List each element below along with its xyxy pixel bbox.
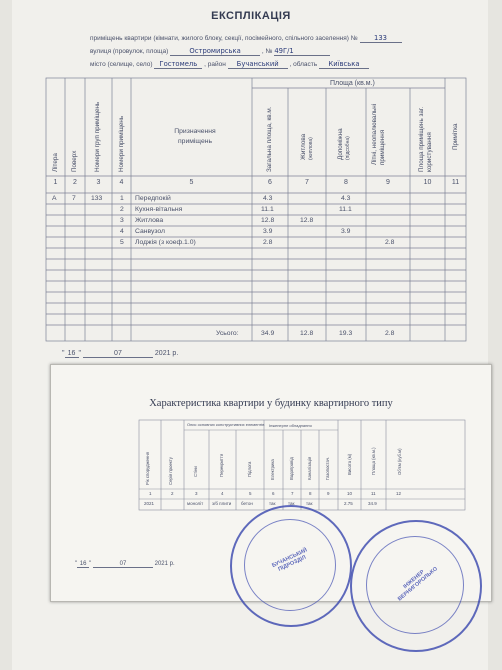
card-col-header: Висота (м): [347, 453, 352, 475]
card-col-number: 10: [347, 491, 353, 496]
card-col-number: 12: [396, 491, 402, 496]
cell-living: 12.8: [300, 217, 314, 224]
cell-total: 2.8: [263, 239, 273, 246]
col-number: 11: [451, 179, 460, 186]
document-title: ЕКСПЛІКАЦІЯ: [211, 10, 291, 22]
date-month: 07: [83, 350, 153, 358]
city-label: місто (селище, село): [90, 61, 153, 68]
card-col-header: Серія проекту: [168, 457, 173, 485]
card-date-year: 2021 р.: [154, 561, 175, 567]
cell-total: 12.8: [261, 217, 275, 224]
card-date-day: 16: [77, 561, 89, 568]
col-number: 5: [189, 179, 194, 186]
col-number: 2: [73, 179, 77, 186]
card-col-number: 4: [221, 491, 224, 496]
stamp-2-text: ІНЖЕНЕР ВЕРНИГОРОЛЬКО: [396, 566, 439, 603]
card-col-header: Підлога: [247, 461, 252, 477]
card-col-header: Площа (кв.м.): [371, 447, 376, 475]
card-cell: так: [306, 501, 313, 506]
card-group-header-construction: Опис основних конструктивних елементів: [187, 422, 265, 427]
district-label: , район: [204, 61, 226, 68]
cell-total: 3.9: [263, 228, 273, 235]
cell-room-name: Лоджія (з коеф.1.0): [135, 239, 196, 246]
card-col-number: 1: [149, 491, 152, 496]
total-summer: 2.8: [385, 330, 395, 337]
col-header-aux: Допоміжна: [337, 128, 344, 160]
card-col-header: Каналізація: [307, 456, 312, 480]
street-value: Остромирська: [170, 47, 260, 56]
card-cell: 2021: [144, 501, 155, 506]
card-col-header: Газопостач.: [325, 456, 330, 480]
date-line-1: " 16 " 07 2021 р.: [62, 350, 179, 357]
cell-litera: А: [52, 195, 57, 202]
total-area: 34.9: [261, 330, 275, 337]
card-title: Характеристика квартири у будинку квартирного типу: [149, 398, 393, 409]
card-cell: моноліт: [187, 501, 204, 506]
col-number: 8: [344, 179, 348, 186]
area-group-header: Площа (кв.м.): [330, 80, 375, 87]
col-number: 3: [96, 179, 101, 186]
region-label: , область: [289, 61, 318, 68]
card-date-line: " 16 " 07 2021 р.: [75, 561, 175, 567]
col-number: 7: [305, 179, 309, 186]
card-col-header: Водопровід: [289, 457, 294, 480]
card-cell: 34.9: [368, 501, 377, 506]
cell-room-no: 4: [120, 228, 124, 235]
cell-room-name: Кухня-вітальня: [135, 206, 183, 213]
card-col-number: 11: [371, 491, 376, 496]
apartment-label: приміщень квартири (кімнати, жилого блоку, секції, посімейного, спільного заселення) №: [90, 35, 358, 42]
card-cell: 2.75: [344, 501, 353, 506]
cell-room-no: 5: [120, 239, 124, 246]
col-header-purpose: Призначення приміщень: [174, 128, 216, 145]
col-header-common-area: Площа приміщень заг. користування: [418, 106, 433, 172]
col-header-note: Примітка: [452, 123, 459, 150]
card-col-header: Об'єм (куб.м): [397, 448, 402, 475]
card-group-header-engineering: Інженерне обладнання: [269, 423, 312, 428]
card-cell: так: [269, 501, 276, 506]
official-stamp-2: [350, 520, 482, 652]
col-header-room-no: Номери приміщень: [118, 115, 125, 172]
card-col-header: Електрика: [270, 459, 275, 480]
card-cell: так: [288, 501, 295, 506]
card-col-header: Стіни: [193, 466, 198, 477]
total-label: Усього:: [216, 330, 239, 337]
house-label: , №: [261, 48, 273, 55]
date-year: 2021 р.: [154, 350, 179, 357]
cell-room-no: 1: [120, 195, 124, 202]
col-number: 6: [268, 179, 272, 186]
card-col-number: 6: [272, 491, 275, 496]
total-living: 12.8: [300, 330, 314, 337]
cell-room-no: 2: [120, 206, 124, 213]
official-stamp-1: [230, 505, 352, 627]
col-subnote-aux: (підсобна): [345, 136, 351, 160]
card-col-number: 7: [291, 491, 294, 496]
house-value: 49Г/1: [274, 47, 330, 56]
cell-total: 11.1: [261, 206, 274, 213]
col-header-summer: Літні, неопалювальні приміщення: [371, 103, 386, 165]
card-col-number: 3: [195, 491, 198, 496]
col-header-floor: Поверх: [71, 150, 78, 172]
apartment-number: 133: [360, 34, 402, 43]
cell-aux: 11.1: [339, 206, 352, 213]
card-col-number: 5: [249, 491, 252, 496]
street-label: вулиця (провулок, площа): [90, 48, 169, 55]
card-col-header: Рік спорудження: [145, 452, 150, 485]
col-header-litera: Літера: [52, 153, 59, 172]
cell-aux: 4.3: [341, 195, 351, 202]
card-col-number: 9: [327, 491, 330, 496]
date-day: 16: [65, 350, 79, 358]
col-number: 4: [119, 179, 124, 186]
cell-room-name: Житлова: [135, 217, 164, 224]
card-cell: бетон: [241, 501, 253, 506]
total-aux: 19.3: [339, 330, 353, 337]
col-header-total-area: Загальна площа, кв.м.: [266, 106, 273, 172]
cell-room-no: 3: [120, 217, 124, 224]
district-value: Бучанський: [228, 60, 288, 69]
card-col-number: 8: [309, 491, 312, 496]
card-cell: з/б плити: [212, 501, 232, 506]
col-number: 9: [386, 179, 390, 186]
cell-floor: 7: [72, 195, 76, 202]
col-subnote-living: (житлова): [308, 137, 314, 160]
stamp-1-text: БУЧАНСЬКИЙ ПІДРОЗДІЛ: [271, 547, 309, 573]
cell-group: 133: [91, 195, 103, 202]
cell-aux: 3.9: [341, 228, 351, 235]
cell-room-name: Передпокій: [135, 195, 171, 202]
card-col-header: Перекриття: [219, 453, 224, 477]
card-date-month: 07: [93, 561, 153, 568]
col-header-living: Житлова: [300, 133, 307, 160]
region-value: Київська: [319, 60, 369, 69]
cell-total: 4.3: [263, 195, 273, 202]
col-number: 1: [53, 179, 58, 186]
cell-summer: 2.8: [385, 239, 395, 246]
col-header-group-no: Номери груп приміщень: [94, 101, 101, 172]
card-col-number: 2: [171, 491, 174, 496]
city-value: Гостомель: [154, 60, 202, 69]
col-number: 10: [423, 179, 432, 186]
cell-room-name: Санвузол: [135, 228, 166, 235]
